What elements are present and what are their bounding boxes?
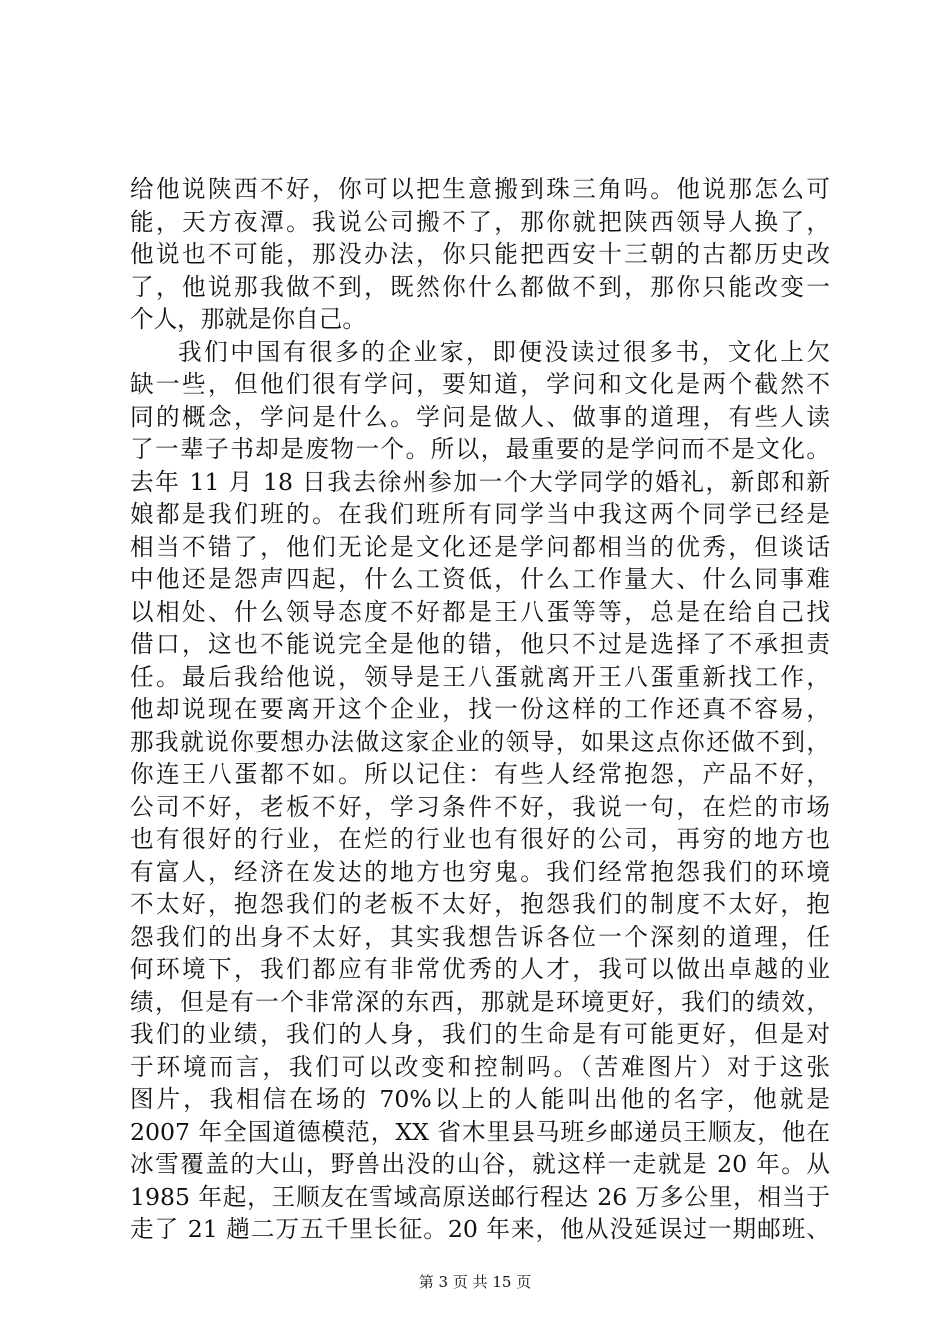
text-line: 那我就说你要想办法做这家企业的领导，如果这点你还做不到， [130,727,830,756]
text-line: 有富人，经济在发达的地方也穷鬼。我们经常抱怨我们的环境 [130,857,830,886]
text-line: 中他还是怨声四起，什么工资低，什么工作量大、什么同事难 [130,565,830,593]
text-line: 任。最后我给他说，领导是王八蛋就离开王八蛋重新找工作， [130,662,830,691]
text-line: 相当不错了，他们无论是文化还是学问都相当的优秀，但谈话 [130,532,830,561]
text-line: 1985 年起，王顺友在雪域高原送邮行程达 26 万多公里，相当于 [130,1182,830,1211]
text-line: 怨我们的出身不太好，其实我想告诉各位一个深刻的道理，任 [130,922,830,951]
text-line: 娘都是我们班的。在我们班所有同学当中我这两个同学已经是 [130,500,830,528]
text-line: 不太好，抱怨我们的老板不太好，抱怨我们的制度不太好，抱 [130,890,830,918]
text-line: 能，天方夜潭。我说公司搬不了，那你就把陕西领导人换了， [130,207,830,236]
text-line: 缺一些，但他们很有学问，要知道，学问和文化是两个截然不 [130,370,830,398]
text-line: 去年 11 月 18 日我去徐州参加一个大学同学的婚礼，新郎和新 [130,467,830,496]
page-number-label: 第 3 页 共 15 页 [418,1273,532,1291]
text-line: 也有很好的行业，在烂的行业也有很好的公司，再穷的地方也 [130,825,830,853]
text-line: 个人，那就是你自己。 [130,305,366,333]
text-line: 走了 21 趟二万五千里长征。20 年来，他从没延误过一期邮班、 [130,1215,830,1243]
text-line: 2007 年全国道德模范，XX 省木里县马班乡邮递员王顺友，他在 [130,1117,830,1146]
text-line: 借口，这也不能说完全是他的错，他只不过是选择了不承担责 [130,630,830,658]
text-line: 以相处、什么领导态度不好都是王八蛋等等，总是在给自己找 [130,597,830,626]
text-line: 了，他说那我做不到，既然你什么都做不到，那你只能改变一 [130,272,830,301]
text-line: 公司不好，老板不好，学习条件不好，我说一句，在烂的市场 [130,792,830,821]
text-line: 绩，但是有一个非常深的东西，那就是环境更好，我们的绩效， [130,987,830,1016]
text-line: 何环境下，我们都应有非常优秀的人才，我可以做出卓越的业 [130,955,830,983]
text-line: 于环境而言，我们可以改变和控制吗。（苦难图片）对于这张 [130,1052,830,1081]
page-footer [0,1271,950,1292]
text-line: 了一辈子书却是废物一个。所以，最重要的是学问而不是文化。 [130,435,830,463]
text-line: 他说也不可能，那没办法，你只能把西安十三朝的古都历史改 [130,240,830,268]
text-line: 图片，我相信在场的 70%以上的人能叫出他的名字，他就是 [130,1085,830,1113]
text-line: 给他说陕西不好，你可以把生意搬到珠三角吗。他说那怎么可 [130,175,830,203]
text-line: 同的概念，学问是什么。学问是做人、做事的道理，有些人读 [130,402,830,431]
text-line: 我们的业绩，我们的人身，我们的生命是有可能更好，但是对 [130,1020,830,1048]
text-line: 冰雪覆盖的大山，野兽出没的山谷，就这样一走就是 20 年。从 [130,1150,830,1178]
text-line: 你连王八蛋都不如。所以记住：有些人经常抱怨，产品不好， [130,760,830,788]
body-text [130,173,830,1246]
text-line: 他却说现在要离开这个企业，找一份这样的工作还真不容易， [130,695,830,723]
text-line: 我们中国有很多的企业家，即便没读过很多书，文化上欠 [178,337,830,366]
